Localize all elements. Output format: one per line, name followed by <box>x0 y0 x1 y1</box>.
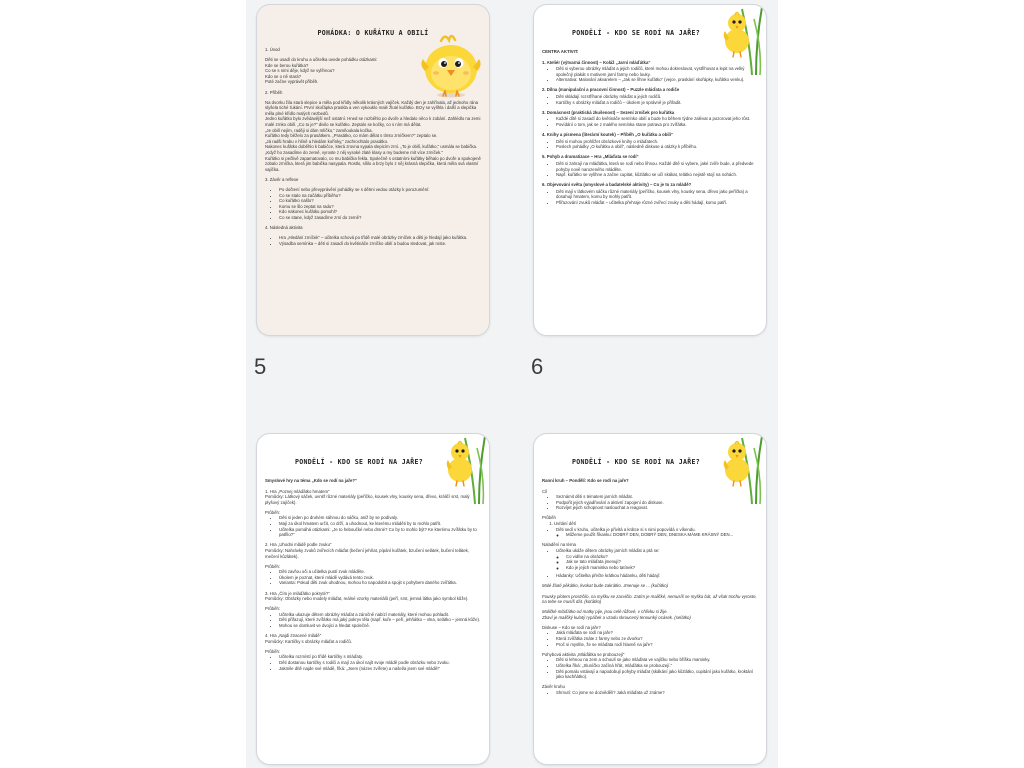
list-item: ◦ Co vidíte na obrázku? <box>566 554 758 560</box>
bullet-list <box>542 189 758 206</box>
text-block: Průběh: <box>265 509 281 515</box>
list-item: • Děti mají v látkovém sáčku různé materiály (peříčko, kousek vlny, kousky sena, dřevo jako peříčka) a dosahují hmatem, komu by mohly patřit. <box>556 189 758 200</box>
section-heading: Smyslové hry na téma „Kdo se rodí na jaře?“ <box>265 478 358 483</box>
section-heading: Ranní kruh – Pondělí: Kdo se rodí na jaře? <box>542 478 629 483</box>
list-item: 1. Uvítání dětí <box>554 521 758 527</box>
bullet-list <box>542 690 758 696</box>
page-title: PONDĚLÍ - KDO SE RODÍ NA JAŘE? <box>294 458 424 466</box>
list-item: • Jaká mláďata se rodí na jaře? <box>556 630 758 636</box>
text-block: Pohybová aktivita „Mláďátka se probouzejí“ <box>542 651 625 657</box>
text-block: Cíl <box>542 488 548 494</box>
list-item: • Učitelka ukáže dětem obrázky jarních mláďat a ptá se: <box>556 548 758 554</box>
list-item: • Mají za úkol hmatem určit, co drží, a uhodnout, ke kterému mláděti by to mohlo patřit. <box>279 521 481 527</box>
list-item: • Poslech pohádky „O kuřátku a obilí“, následně diskuse a otázky k příběhu. <box>556 144 758 150</box>
activity-section <box>542 154 758 177</box>
section-heading: 4. Knihy a písmena (literární koutek) – Příběh „O kuřátku a obilí“ <box>542 132 674 138</box>
text-block: 2. Hra „Uhodni mládě podle zvuku“ Pomůcky: Nahrávky zvuků zvířecích mláďat (bečení jehňat, pípání kuřátek, bzučení selátek, bučení telátek, mečení kůzlátek). <box>265 542 469 559</box>
page-title: PONDĚLÍ - KDO SE RODÍ NA JAŘE? <box>571 458 701 466</box>
activity-section <box>542 182 758 205</box>
list-item: • Přiřazování zvuků mláďat – učitelka přehraje různé zvířecí zvuky a děti hádají, komu patří. <box>556 200 758 206</box>
list-item: • Např. kuřátko se vylíhne a začne cupitat, kůzlátko se učí skákat, telátko nejistě stojí na nohách. <box>556 172 758 178</box>
list-item: • Po dočtení nebo převyprávění pohádky se s dětmi vedou otázky k porozumění: <box>279 187 481 193</box>
page-body <box>542 478 758 700</box>
list-item: • Učitelka rozmístí po třídě kartičky s mláďaty. <box>279 654 481 660</box>
list-item: • Děti zavřou oči a učitelka pustí zvuk mláděte. <box>279 569 481 575</box>
sub-bullet-list <box>542 532 758 538</box>
bullet-list <box>542 630 758 647</box>
page-thumbnail-5[interactable] <box>256 4 490 336</box>
pdf-viewer-area[interactable] <box>246 0 778 768</box>
section-heading: 1. Ateliér (výtvarná činnost) – Koláž „Jarní mláďátka“ <box>542 59 651 65</box>
list-item: • Komu se šlo zeptat na radu? <box>279 204 481 210</box>
list-item: • Která zvířátka znáte z farmy nebo ze dvorku? <box>556 636 758 642</box>
list-item: • Děti skládají rozstříhané obrázky mláďat a jejich rodičů. <box>556 94 758 100</box>
list-item: • Povídání o tom, jak se z malého semínka stane potrava pro zvířátka. <box>556 122 758 128</box>
page-thumbnail-8[interactable] <box>533 433 767 765</box>
list-item: • Úkolem je poznat, které mládě vydává tento zvuk. <box>279 575 481 581</box>
list-item: • Seznámit děti s tématem jarních mláďat. <box>556 494 758 500</box>
list-item: • Každé dítě si zasadí do květináče semínko obilí a bude ho během týdne zalévat a pozorovat jeho růst. <box>556 116 758 122</box>
list-item: • Kartičky s obrázky mláďat a rodičů – úkolem je správně je přiřadit. <box>556 100 758 106</box>
list-item: • Kdo nakonec kuřátku pomohl? <box>279 209 481 215</box>
activity-section <box>542 60 758 83</box>
page-body <box>265 478 481 676</box>
list-item: • Co se stane, když zasadíme zrní do země? <box>279 215 481 221</box>
page-body <box>265 47 481 251</box>
text-block: Děti se usadí do kruhu a učitelka uvede pohádku otázkami: Kde se berou kuřátka? Co se s nimi děje, když se vylíhnou? Kdo se o ně stará? Poté začne vyprávět příběh. <box>265 57 378 85</box>
list-item: • Výsadba semínka – děti si zasadí do květináče zrníčko obilí a budou sledovat, jak roste. <box>279 241 481 247</box>
list-item: • Co se stalo na začátku příběhu? <box>279 193 481 199</box>
text-block: Na dvorku žila stará slepice a měla pod křídly několik krásných vajíček. Každý den je zahřívala, až jednoho rána slyšela tiché ťukání. První skořápka praskla a ven vykouklo malé žluté kuřátko. Brzy se vylíhla i další a slepička měla plné křídlo malých nezbedů. Jedno kuřátko bylo zvědavější než ostatní. Hned se rozběhlo po dvoře a hledalo něco k zobání. Zahlédlo na zemi malé zrnko obilí. „Co to je?“ divilo se kuřátko. Zeptalo se kočky, co s ním má dělat. „Je obilí nejím, raději si dám mlíčko,“ zamňoukala kočka. Kuřátko tedy běželo za prasátkem. „Prasátko, co mám dělat s tímto zrníčkem?“ zeptalo se. „Já radši hrabu v hlíně a hledám kořínky,“ zachrochtalo prasátko. Nakonec kuřátko doběhlo k babičce, která zrovna sypala slepicím zrní. „To je obilí, kuřátko,“ usmála se babička. „Když ho zasadíme do země, vyroste z něj vysoké zlaté klasy a my budeme mít více zrníček.“ Kuřátko si pečlivě zapamatovalo, co mu babička řekla. Společně s ostatními kuřátky běhalo po dvoře a spokojeně zobalo zrníčka, která jim babička nasypala. Rostlo, sílilo a brzy bylo z něj krásná slepička, která měla svá vlastní vajíčka. <box>265 99 481 172</box>
list-item: • Jakmile dítě najde své mládě, říká: „Jsem (název zvířete) a našel/a jsem své mládě!“ <box>279 666 481 672</box>
list-item: • Alternativa: Malování akvarelem – „Jak se líhne kuřátko“ (vejce, praskání skořápky, kuřátko venku). <box>556 77 758 83</box>
page-number-label: 5 <box>254 354 267 379</box>
bullet-list <box>265 569 481 586</box>
page-thumbnail-7[interactable] <box>256 433 490 765</box>
list-item: • Děti dostanou kartičky s rodiči a mají za úkol najít svoje mládě podle obrázku nebo zvuku. <box>279 660 481 666</box>
section-heading: 3. Domácnost (praktická zkušenost) – Sezení zrníček pro kuřátka <box>542 109 675 115</box>
text-block: Průběh: <box>265 563 281 569</box>
section-heading: CENTRA AKTIVIT: <box>542 49 579 54</box>
list-item: • Co kuřátko našlo? <box>279 198 481 204</box>
activity-section <box>542 87 758 105</box>
bullet-list <box>265 235 481 246</box>
list-item: ◦ Jak se tato mláďata jmenují? <box>566 559 758 565</box>
text-block: Průběh <box>542 515 556 521</box>
sub-bullet-list <box>542 554 758 571</box>
riddle-text: Fousky plotem prostrčilo, na myšku se zacvičlo. Zatím je maličké, nemusíš se myška bát, až však trochu vyroste, na tebe se musíš dát. (koťátko) <box>542 593 757 605</box>
list-item: • Mohou se domluvit ve dvojici a hledat společně. <box>279 623 481 629</box>
list-item: • Hra „Hledání zrníček“ – učitelka schová po třídě malé obrázky zrníček a děti je hledají jako kuřátka. <box>279 235 481 241</box>
text-block: Závěr kruhu <box>542 684 565 690</box>
bullet-list <box>542 161 758 178</box>
list-item: • Učitelka říká: „Sluníčko začíná hřát, mláďátka se probouzejí.“ <box>556 663 758 669</box>
page-number-label: 6 <box>531 354 544 379</box>
text-block: Průběh: <box>265 606 281 612</box>
list-item: • Shrnutí: Co jsme se dozvěděli? Jaká mláďata už známe? <box>556 690 758 696</box>
section-heading: 5. Pohyb a dramatizace – Hra „Mláďata se rodí“ <box>542 154 639 160</box>
section-heading: 6. Objevování světa (smyslové a badatelské aktivity) – Co je to za mládě? <box>542 182 692 188</box>
list-item: • Rozvíjet jejich schopnost naslouchat a reagovat. <box>556 505 758 511</box>
bullet-list <box>542 94 758 105</box>
bullet-list <box>542 657 758 679</box>
page-thumbnail-6[interactable] <box>533 4 767 336</box>
list-item: • Děti si jeden po druhém sáhnou do sáčku, aniž by se podívaly. <box>279 515 481 521</box>
bullet-list <box>542 139 758 150</box>
bullet-list <box>542 573 758 579</box>
page-body <box>542 49 758 210</box>
text-block: 1. Úvod <box>265 47 280 52</box>
text-block: Průběh: <box>265 648 281 654</box>
list-item: • Hádanky: Učitelka přečte krátkou hádanku, děti hádají: <box>556 573 758 579</box>
bullet-list <box>265 515 481 537</box>
list-item: • Děti přiřazují, které zvířátko má jaký pokryv těla (např. kuře – peří, jehňátko – vlna, selátko – jemná kůže). <box>279 617 481 623</box>
list-item: • Děti si vyberou obrázky mláďat a jejich rodičů, které mohou dokreslovat, vystřihovat a lepit na velký společný plakát s motivem jarní farmy nebo louky. <box>556 66 758 77</box>
text-block: Naladění na téma <box>542 542 576 548</box>
bullet-list <box>265 654 481 671</box>
list-item: ◦ Kdo je jejich maminka nebo tatínek? <box>566 565 758 571</box>
bullet-list <box>542 494 758 511</box>
list-item: ◦ Můžeme použít říkanku: DOBRÝ DEN, DOBRÝ DEN, DNESKA MÁME KRÁSNÝ DEN... <box>566 532 758 538</box>
text-block: 4. Hra „Najdi ztracené mládě“ Pomůcky: Kartičky s obrázky mláďat a rodičů. <box>265 633 352 644</box>
page-title: POHÁDKA: O KUŘÁTKU A OBILÍ <box>317 29 429 37</box>
bullet-list <box>265 187 481 221</box>
riddle-text: Malé žluté pěkátko, kvokat bude zakrátko. Jmenuje se ... (kuřátko) <box>542 583 669 589</box>
activity-section <box>542 132 758 150</box>
list-item: • Děti pomalu vstávají a napodobují pohyby mláďat (skákání jako kůzlátko, cupitání jako kuřátko, kroktání jako kachňátko). <box>556 669 758 680</box>
bullet-list <box>542 116 758 127</box>
bullet-list <box>542 66 758 83</box>
list-item: • Děti si mohou prohlížet obrázkové knihy o mláďatech. <box>556 139 758 145</box>
text-block: 1. Hra „Poznej mláďátko hmatem“ Pomůcky: Látkový sáček, uvnitř různé materiály (peříčko, kousek vlny, kousky sena, dřevo, králičí srst, malý plyšový zajíček). <box>265 488 470 505</box>
riddle-text: Maličké mláďátko od matky pije, jsou celé růžové, v chlívku si žije. Zbaví je maličký kulatý rypáček a vzadu skroucený tenounký ocásek. (selátko) <box>542 609 691 620</box>
list-item: • Učitelka pomáhá otázkami: „Je to heboučké nebo drsné? Co by to mohlo být? Ke kterému zvířátku by to patřilo?“ <box>279 527 481 538</box>
list-item: • Varianta: Pokud děti zvuk uhodnou, mohou ho napodobit a spojit s pohybem daného zvířátka. <box>279 580 481 586</box>
activity-section <box>542 110 758 128</box>
section-heading: 2. Dílna (manipulační a pracovní činnost) – Puzzle mláďata a rodiče <box>542 87 680 93</box>
page-title: PONDĚLÍ - KDO SE RODÍ NA JAŘE? <box>571 29 701 37</box>
list-item: • Děti si lehnou na zem a schoulí se jako mláďata ve vajíčku nebo bříšku maminky. <box>556 657 758 663</box>
list-item: • Proč si myslíte, že se mláďata rodí hlavně na jaře? <box>556 642 758 648</box>
text-block: 2. Příběh <box>265 89 283 95</box>
list-item: • Děti sedí v kruhu, učitelka je přivítá a krátce si s nimi popovídá o víkendu. <box>556 527 758 533</box>
text-block: 4. Následná aktivita <box>265 225 303 231</box>
text-block: Diskuse – Kdo se rodí na jaře? <box>542 624 601 630</box>
list-item: • Děti si zahrají na mláďátka, která se rodí nebo líhnou. Každé dítě si vybere, jaké zvíře bude, a předvede pohyby nově narozeného mláděte. <box>556 161 758 172</box>
bullet-list <box>265 612 481 629</box>
list-item: • Učitelka ukazuje dětem obrázky mláďat a záročně nabízí materiály, které mohou pohladit. <box>279 612 481 618</box>
text-block: 3. Hra „Čím je mláďátko pokryté?“ Pomůcky: Obrázky nebo modely mláďat, reálné vzorky materiálů (peří, srst, jemná látka jako symbol kůže). <box>265 590 469 602</box>
list-item: • Podpořit jejich vyjadřování a aktivní zapojení do diskuse. <box>556 500 758 506</box>
text-block: 3. Závěr a reflexe <box>265 176 299 182</box>
